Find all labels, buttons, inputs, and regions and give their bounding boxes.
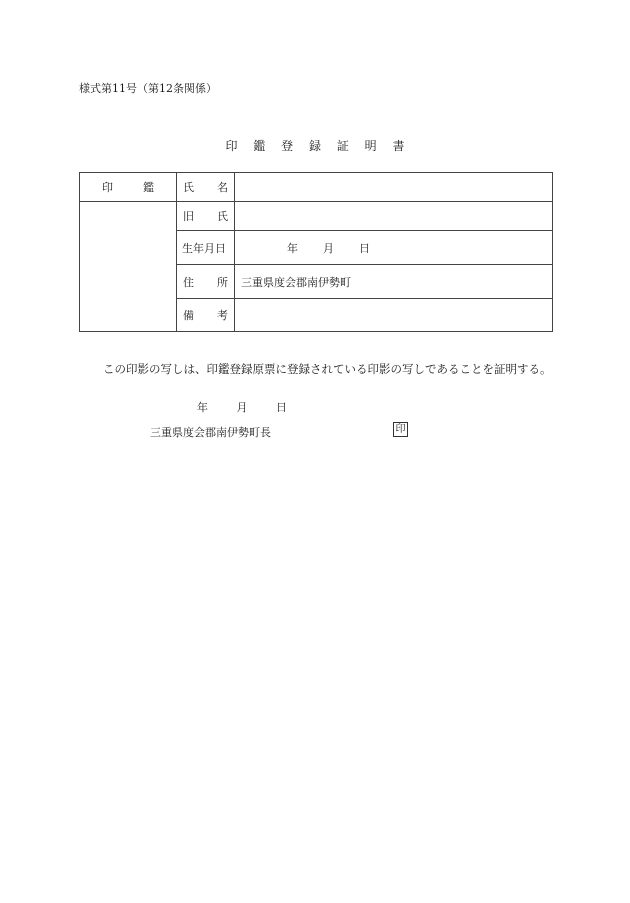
- issuer-name: 三重県度会郡南伊勢町長: [150, 426, 271, 439]
- year-unit: 年: [287, 241, 298, 255]
- document-title: [0, 137, 630, 154]
- official-seal-mark: 印: [393, 422, 408, 437]
- title-char: 印: [225, 139, 238, 153]
- birthdate-label: [177, 231, 235, 265]
- title-char: 書: [392, 139, 405, 153]
- remarks-value: [235, 299, 553, 332]
- certificate-table: [79, 172, 553, 332]
- day-unit: 日: [359, 241, 370, 255]
- name-value: [235, 173, 553, 202]
- title-char: 明: [364, 139, 377, 153]
- title-char: 登: [281, 139, 294, 153]
- label-char: 住: [183, 275, 194, 289]
- seal-impression-box: [80, 202, 177, 332]
- title-char: 鑑: [253, 139, 266, 153]
- table-row: [80, 202, 553, 231]
- month-unit: 月: [236, 401, 248, 414]
- address-label: [177, 265, 235, 299]
- form-number: 様式第11号（第12条関係）: [79, 82, 217, 95]
- former-name-value: [235, 202, 553, 231]
- address-value: [235, 265, 553, 299]
- label-char: 考: [217, 309, 228, 322]
- label-char: 名: [217, 181, 228, 194]
- certification-statement: この印影の写しは、印鑑登録原票に登録されている印影の写しであることを証明する。: [103, 362, 552, 376]
- table-row: [80, 173, 553, 202]
- former-name-label: [177, 202, 235, 231]
- name-label: [177, 173, 235, 202]
- title-char: 証: [336, 139, 349, 153]
- month-unit: 月: [323, 241, 334, 255]
- address-text: 三重県度会郡南伊勢町: [241, 275, 351, 289]
- year-unit: 年: [197, 401, 208, 414]
- label-char: 旧: [183, 210, 194, 223]
- label-char: 氏: [217, 210, 228, 223]
- birthdate-label-text: 生年月日: [182, 241, 226, 255]
- title-char: 録: [308, 139, 321, 153]
- issue-date: [197, 399, 312, 415]
- seal-header: [80, 173, 177, 202]
- seal-label-char: 印: [102, 181, 113, 194]
- label-char: 氏: [183, 181, 194, 194]
- day-unit: 日: [276, 401, 287, 414]
- label-char: 所: [217, 275, 228, 289]
- seal-label-char: 鑑: [143, 181, 154, 194]
- remarks-label: [177, 299, 235, 332]
- label-char: 備: [183, 309, 194, 322]
- birthdate-value: [235, 231, 553, 265]
